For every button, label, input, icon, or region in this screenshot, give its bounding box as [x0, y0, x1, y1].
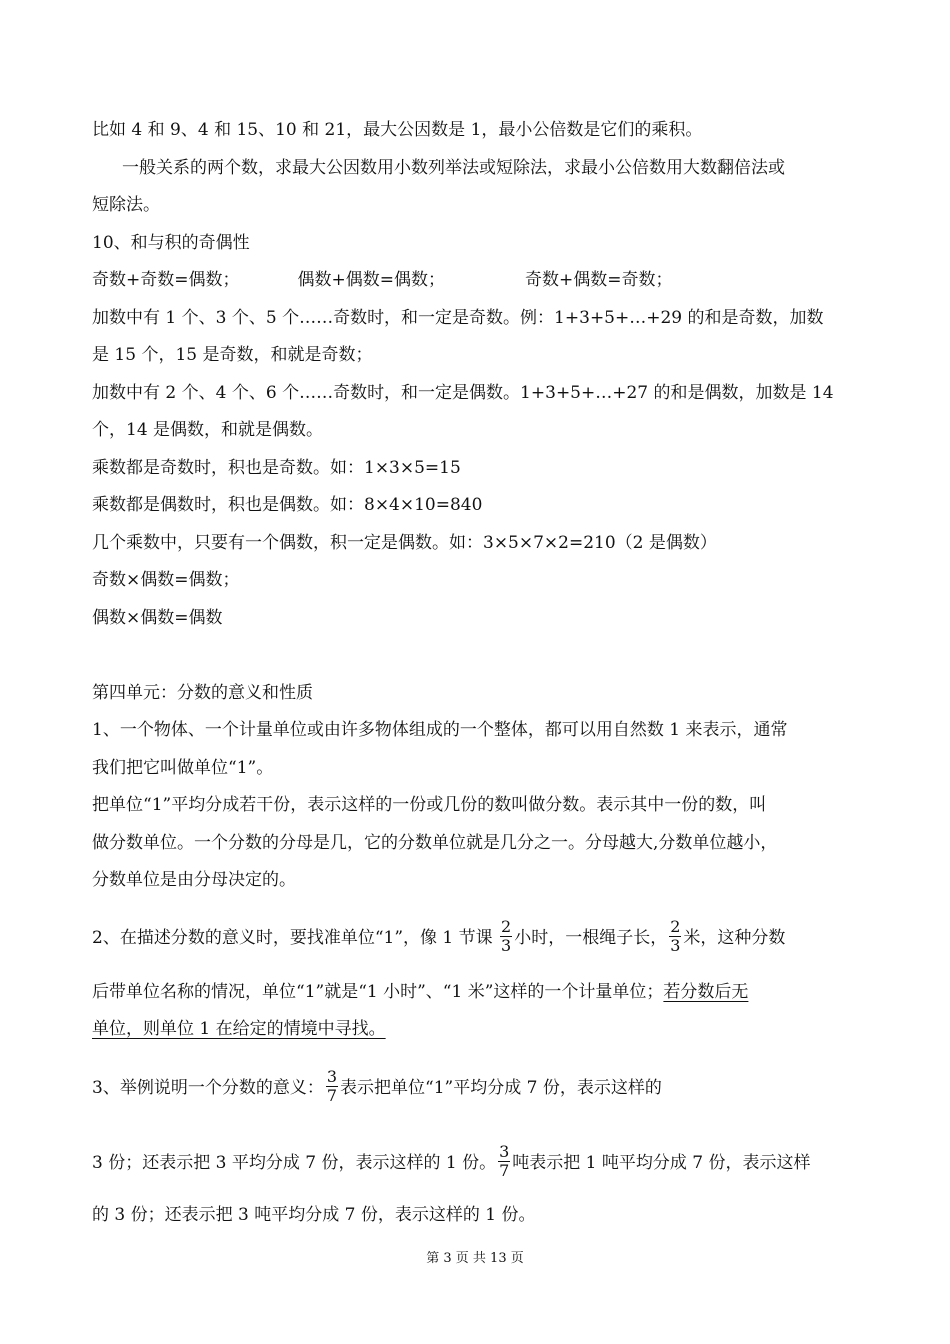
text-line: 的 3 份；还表示把 3 吨平均分成 7 份，表示这样的 1 份。	[92, 1205, 536, 1225]
fraction-numerator: 2	[501, 917, 512, 936]
fraction	[326, 1068, 338, 1105]
parity-rules-line	[92, 268, 673, 292]
section-heading: 10、和与积的奇偶性	[92, 233, 250, 253]
text-line: 个，14 是偶数，和就是偶数。	[92, 420, 324, 440]
fraction	[500, 918, 512, 955]
rule-odd-plus-even: 奇数+偶数=奇数；	[525, 270, 673, 290]
text-segment: 吨表示把 1 吨平均分成 7 份，表示这样	[512, 1153, 811, 1173]
fraction-numerator: 2	[670, 917, 681, 936]
fraction-numerator: 3	[326, 1067, 338, 1086]
text-line: 我们把它叫做单位“1”。	[92, 758, 274, 778]
text-line: 加数中有 1 个、3 个、5 个……奇数时，和一定是奇数。例：1+3+5+…+29 的和是奇数，加数	[92, 308, 824, 328]
text-segment: 表示把单位“1”平均分成 7 份，表示这样的	[340, 1078, 662, 1098]
underlined-text: 若分数后无	[663, 982, 749, 1002]
fraction-denominator: 3	[501, 936, 512, 955]
text-line: 分数单位是由分母决定的。	[92, 870, 296, 890]
text-line: 短除法。	[92, 195, 160, 215]
rule-odd-plus-odd: 奇数+奇数=偶数；	[92, 270, 240, 290]
text-segment: 3 份；还表示把 3 平均分成 7 份，表示这样的 1 份。	[92, 1153, 497, 1173]
text-line	[92, 980, 748, 1004]
page-number-footer: 第 3 页 共 13 页	[426, 1251, 524, 1266]
text-line: 乘数都是偶数时，积也是偶数。如：8×4×10=840	[92, 495, 483, 515]
text-line: 1、一个物体、一个计量单位或由许多物体组成的一个整体，都可以用自然数 1 来表示，通常	[92, 720, 788, 740]
text-line-with-fractions	[92, 917, 786, 955]
unit-heading: 第四单元：分数的意义和性质	[92, 683, 313, 703]
fraction-denominator: 7	[326, 1086, 338, 1105]
text-segment: 米，这种分数	[683, 928, 786, 948]
underlined-text-line: 单位，则单位 1 在给定的情境中寻找。	[92, 1019, 386, 1039]
text-line: 做分数单位。一个分数的分母是几，它的分数单位就是几分之一。分母越大,分数单位越小，	[92, 833, 778, 853]
text-segment: 小时，一根绳子长，	[514, 928, 668, 948]
text-line: 比如 4 和 9、4 和 15、10 和 21，最大公因数是 1，最小公倍数是它们的乘积。	[92, 120, 703, 140]
text-segment: 后带单位名称的情况，单位“1”就是“1 小时”、“1 米”这样的一个计量单位；	[92, 982, 664, 1002]
text-line: 偶数×偶数=偶数	[92, 608, 223, 628]
fraction-denominator: 3	[670, 936, 681, 955]
text-line: 乘数都是奇数时，积也是奇数。如：1×3×5=15	[92, 458, 461, 478]
fraction	[498, 1143, 510, 1180]
text-line: 把单位“1”平均分成若干份，表示这样的一份或几份的数叫做分数。表示其中一份的数，叫	[92, 795, 767, 815]
text-line: 是 15 个，15 是奇数，和就是奇数；	[92, 345, 373, 365]
document-page	[92, 0, 867, 1344]
text-line: 几个乘数中，只要有一个偶数，积一定是偶数。如：3×5×7×2=210（2 是偶数）	[92, 533, 717, 553]
fraction-numerator: 3	[499, 1142, 510, 1161]
text-line: 一般关系的两个数，求最大公因数用小数列举法或短除法，求最小公倍数用大数翻倍法或	[122, 158, 785, 178]
text-segment: 2、在描述分数的意义时，要找准单位“1”，像 1 节课	[92, 928, 499, 948]
text-line-with-fraction	[92, 1142, 811, 1180]
fraction-denominator: 7	[499, 1161, 510, 1180]
text-line-with-fraction	[92, 1067, 662, 1105]
text-line: 奇数×偶数=偶数；	[92, 570, 240, 590]
text-line: 加数中有 2 个、4 个、6 个……奇数时，和一定是偶数。1+3+5+…+27 的和是偶数，加数是 14	[92, 383, 834, 403]
fraction	[669, 918, 681, 955]
rule-even-plus-even: 偶数+偶数=偶数；	[297, 270, 445, 290]
text-segment: 3、举例说明一个分数的意义：	[92, 1078, 324, 1098]
